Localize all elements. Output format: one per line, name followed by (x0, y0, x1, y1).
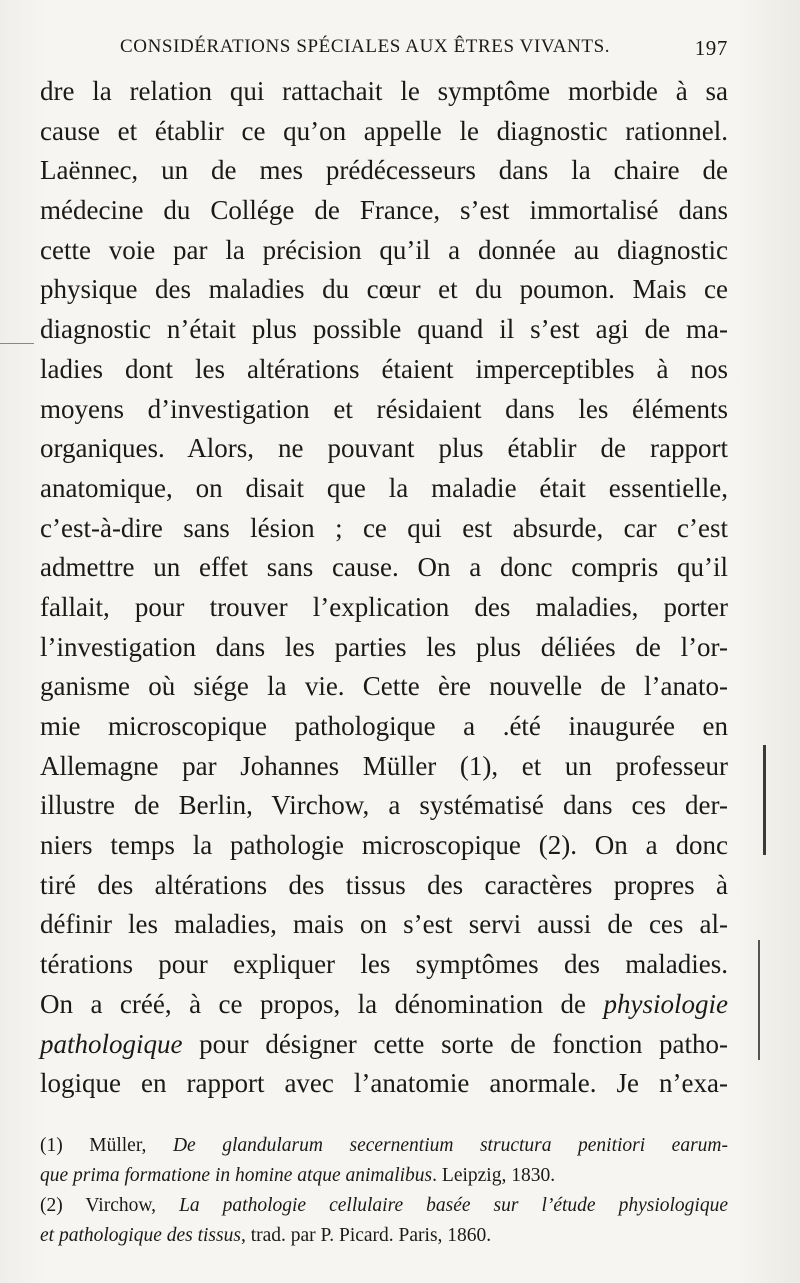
italic-term: physiologie (603, 988, 728, 1019)
text-span: On a créé, à ce propos, la dénomination de (40, 988, 604, 1019)
text-line: définir les maladies, mais on s’est servi aussi de ces al- (40, 909, 728, 940)
text-line: ganisme où siége la vie. Cette ère nouvelle de l’anato- (40, 671, 728, 702)
margin-mark (0, 343, 34, 344)
footnote-italic: et pathologique des tissus (40, 1225, 241, 1246)
text-line: physique des maladies du cœur et du poumon. Mais ce (40, 274, 728, 305)
text-line: diagnostic n’était plus possible quand il s’est agi de ma- (40, 314, 728, 345)
text-line: admettre un effet sans cause. On a donc compris qu’il (40, 552, 728, 583)
text-line: Allemagne par Johannes Müller (1), et un professeur (40, 750, 728, 781)
footnote-marker: (1) Müller, (40, 1135, 173, 1156)
text-line: médecine du Collége de France, s’est immortalisé dans (40, 195, 728, 226)
text-line: organiques. Alors, ne pouvant plus établir de rapport (40, 433, 728, 464)
page-header (120, 36, 728, 66)
text-line (40, 1025, 728, 1065)
footnote-1-line-2 (40, 1161, 728, 1191)
text-line: mie microscopique pathologique a .été inaugurée en (40, 711, 728, 741)
margin-bleed-mark (758, 940, 760, 1060)
text-span: pour désigner cette sorte de fonction patho- (182, 1028, 728, 1059)
footnote-italic: De glandularum secernentium structura penitiori earum- (172, 1135, 729, 1156)
text-line: niers temps la pathologie microscopique (2). On a donc (40, 830, 728, 861)
text-line: dre la relation qui rattachait le symptôme morbide à sa (40, 76, 728, 106)
page-number: 197 (694, 36, 728, 60)
text-line: tiré des altérations des tissus des caractères propres à (40, 869, 728, 900)
text-line: cause et établir ce qu’on appelle le diagnostic rationnel. (40, 115, 728, 146)
footnote-italic: La pathologie cellulaire basée sur l’étude physiologique (179, 1195, 728, 1216)
text-line: logique en rapport avec l’anatomie anormale. Je n’exa- (40, 1068, 728, 1099)
body-text (40, 72, 728, 1104)
text-line: cette voie par la précision qu’il a donnée au diagnostic (40, 234, 728, 265)
footnote-1-line-1 (40, 1131, 728, 1161)
footnote-2-line-1 (40, 1191, 728, 1221)
footnote-2-line-2 (40, 1221, 728, 1251)
italic-term: pathologique (40, 1028, 183, 1059)
margin-bleed-mark (763, 745, 766, 855)
text-line: illustre de Berlin, Virchow, a systématisé dans ces der- (40, 790, 728, 821)
text-line: anatomique, on disait que la maladie était essentielle, (40, 472, 728, 503)
running-title: CONSIDÉRATIONS SPÉCIALES AUX ÊTRES VIVANTS. (120, 36, 611, 57)
text-line: moyens d’investigation et résidaient dans les éléments (40, 393, 728, 424)
text-line: Laënnec, un de mes prédécesseurs dans la chaire de (40, 155, 728, 186)
footnote-text: , trad. par P. Picard. Paris, 1860. (240, 1225, 492, 1246)
footnote-italic: que prima formatione in homine atque animalibus (40, 1165, 433, 1186)
footnote-text: . Leipzig, 1830. (432, 1165, 556, 1186)
text-line: l’investigation dans les parties les plus déliées de l’or- (40, 631, 728, 662)
text-line: ladies dont les altérations étaient imperceptibles à nos (40, 353, 728, 384)
text-line: fallait, pour trouver l’explication des maladies, porter (40, 591, 728, 622)
footnote-marker: (2) Virchow, (40, 1195, 180, 1216)
text-line: térations pour expliquer les symptômes des maladies. (40, 949, 728, 980)
footnotes (40, 1131, 728, 1251)
text-line: c’est-à-dire sans lésion ; ce qui est absurde, car c’est (40, 512, 728, 543)
text-line (40, 985, 728, 1025)
